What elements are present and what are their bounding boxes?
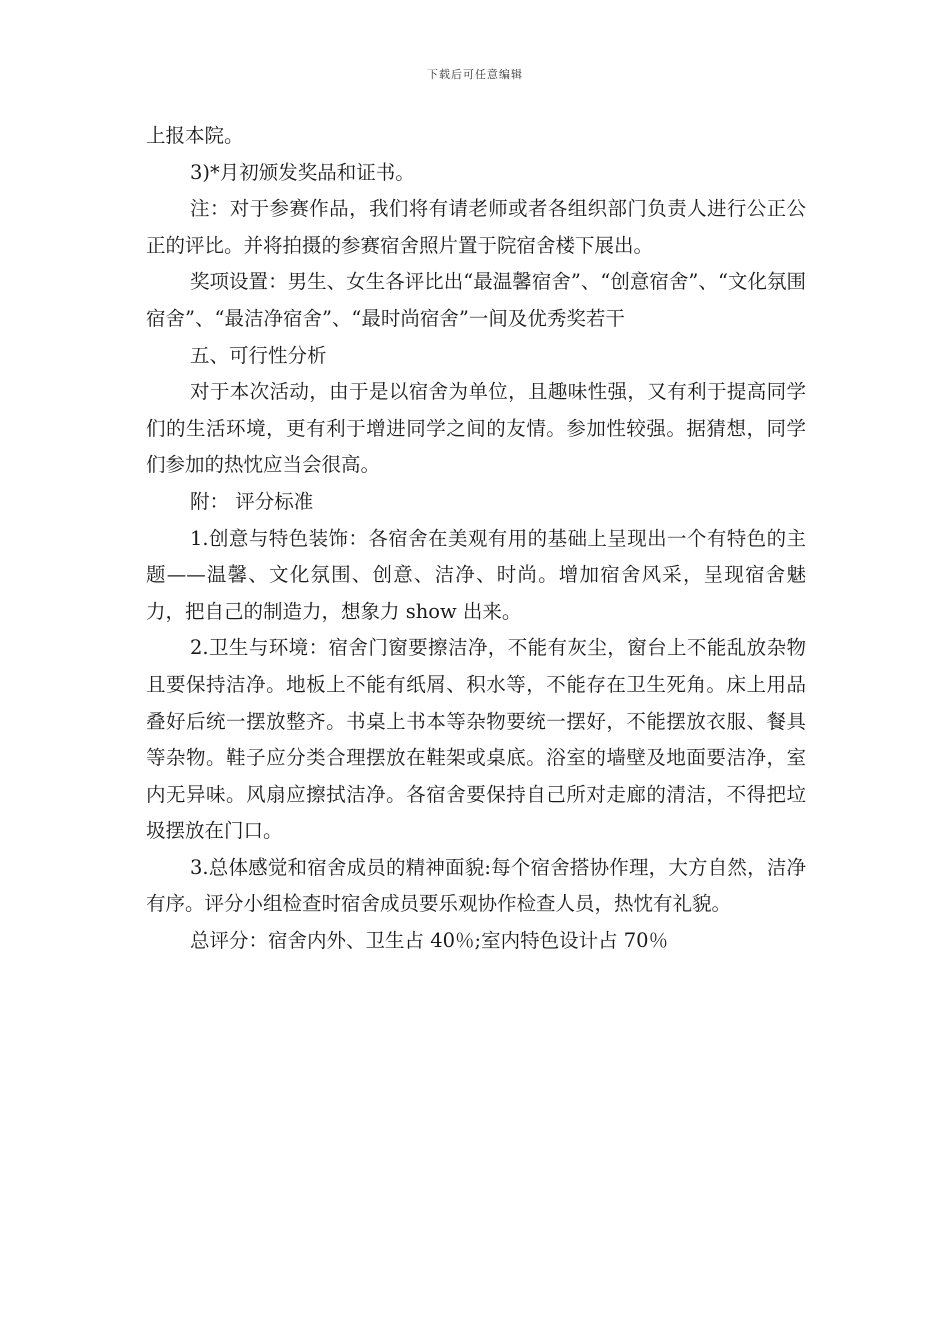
- paragraph-note: 注：对于参赛作品，我们将有请老师或者各组织部门负责人进行公正公正的评比。并将拍摄的参赛宿舍照片置于院宿舍楼下展出。: [146, 197, 806, 257]
- page-header: 下载后可任意编辑: [427, 68, 523, 81]
- paragraph-criterion-creativity: 1.创意与特色装饰：各宿舍在美观有用的基础上呈现出一个有特色的主题——温馨、文化氛围、创意、洁净、时尚。增加宿舍风采，呈现宿舍魅力，把自己的制造力，想象力 show 出来。: [146, 526, 806, 623]
- paragraph-criterion-overall: 3.总体感觉和宿舍成员的精神面貌:每个宿舍搭协作理，大方自然，洁净有序。评分小组检查时宿舍成员要乐观协作检查人员，热忱有礼貌。: [146, 855, 806, 916]
- document-body: [146, 118, 806, 960]
- paragraph-report: 上报本院。: [146, 124, 244, 147]
- paragraph-criterion-hygiene: 2.卫生与环境：宿舍门窗要擦洁净，不能有灰尘，窗台上不能乱放杂物且要保持洁净。地板上不能有纸屑、积水等，不能存在卫生死角。床上用品叠好后统一摆放整齐。书桌上书本等杂物要统一摆好，不能摆放衣服、餐具等杂物。鞋子应分类合理摆放在鞋架或桌底。浴室的墙壁及地面要洁净，室内无异味。风扇应擦拭洁净。各宿舍要保持自己所对走廊的清洁，不得把垃圾摆放在门口。: [146, 636, 806, 843]
- paragraph-award-settings: 奖项设置：男生、女生各评比出“最温馨宿舍”、“创意宿舍”、“文化氛围宿舍”、“最洁净宿舍”、“最时尚宿舍”一间及优秀奖若干: [146, 270, 806, 330]
- section-heading-scoring: 附： 评分标准: [190, 489, 314, 513]
- paragraph-total-score: 总评分：宿舍内外、卫生占 40％;室内特色设计占 70％: [190, 929, 669, 953]
- paragraph-award-date: 3)*月初颁发奖品和证书。: [190, 160, 415, 184]
- section-heading-feasibility: 五、可行性分析: [190, 343, 327, 367]
- paragraph-feasibility: 对于本次活动，由于是以宿舍为单位，且趣味性强，又有利于提高同学们的生活环境，更有利于增进同学之间的友情。参加性较强。据猜想，同学们参加的热忱应当会很高。: [146, 380, 806, 477]
